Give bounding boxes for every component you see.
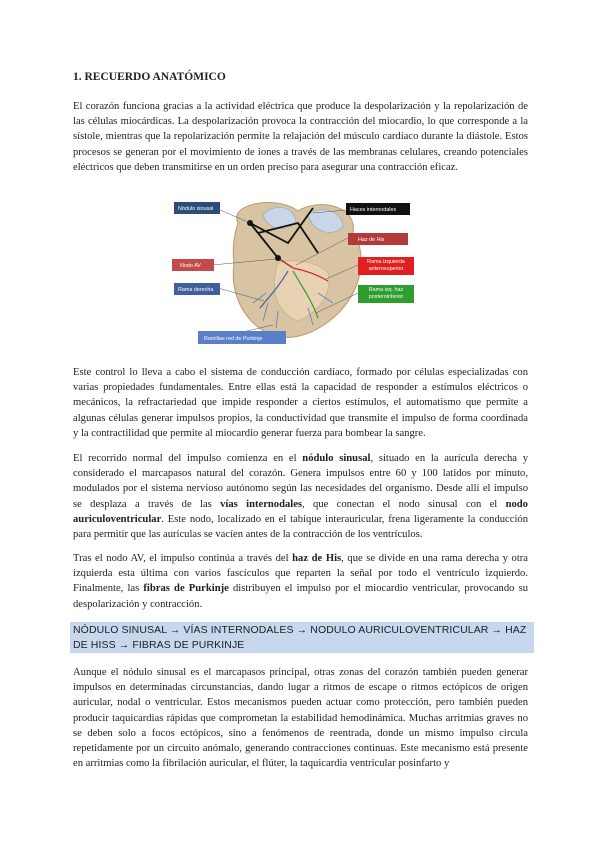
paragraph-impulse-path: El recorrido normal del impulso comienza en el nódulo sinusal, situado en la aurícula derecha y considerado el marcapasos natural del corazón. Genera impulsos entre 60 y 100 latidos por minuto, modulados por el sistema nervioso autónomo según las necesidades del organismo. Desde allí el impulso se desplaza a través de las vías internodales, que conectan el nodo sinusal con el nodo auriculoventricular. Este nodo, localizado en el tabique interauricular, frena ligeramente la conducción para permitir que las aurículas se vacíen antes de la contracción de los ventrículos.: [73, 453, 528, 541]
label-purkinje: Ramillas red de Purkinje: [204, 336, 263, 342]
term-av-node: nodo auriculoventricular: [73, 498, 528, 525]
paragraph-arrhythmias: Aunque el nódulo sinusal es el marcapasos principal, otras zonas del corazón también pueden generar impulsos en determinadas circunstancias, dando lugar a ritmos de escape o ritmos ectópicos de origen auricular, nodal o ventricular. Estos mecanismos pueden actuar como protección, pero también pueden producir taquicardias rápidas que comprometan la estabilidad hemodinámica. Muchas arritmias graves no se deben solo a focos ectópicos, sino a fenómenos de reentrada, donde un mismo impulso circula repetidamente por un circuito anómalo, generando contracciones continuas. Este mecanismo está presente en arritmias como la fibrilación auricular, el flúter, la taquicardia ventricular posinfarto y: [73, 667, 528, 770]
paragraph-conduction-system: Este control lo lleva a cabo el sistema de conducción cardíaco, formado por células especializadas con varias propiedades fundamentales. Entre ellas está la capacidad de responder a estímulos eléctricos o mecánicos, la refractariedad que impide responder a ciertos estímulos, el automatismo que permite a algunas células generar impulsos propios, la conductividad que transmite el impulso de forma coordinada y la contractilidad que permite al miocardio generar fuerza para bombear la sangre.: [73, 367, 528, 439]
section-heading: 1. RECUERDO ANATÓMICO: [73, 71, 226, 83]
label-left-branch: Rama izquierda anterosuperior: [367, 259, 405, 272]
heart-conduction-diagram: [168, 193, 430, 353]
paragraph-his-purkinje: Tras el nodo AV, el impulso continúa a través del haz de His, que se divide en una rama derecha y otra izquierda esta última con varios fascículos que reparten la señal por todo el ventrículo izquierdo. Finalmente, las fibras de Purkinje distribuyen el impulso por el miocardio ventricular, provocando su despolarización y contracción.: [73, 553, 529, 610]
conduction-sequence-highlight: NÓDULO SINUSAL → VÍAS INTERNODALES → NODULO AURICULOVENTRICULAR → HAZ DE HISS → FIBRAS DE PURKINJE: [70, 622, 534, 653]
label-sa-node: Nódulo sinusal: [178, 206, 214, 212]
label-av-node: Nodo AV: [180, 263, 201, 269]
label-left-post-branch: Rama izq. haz posteroinferior: [368, 287, 404, 300]
term-his: haz de His: [292, 553, 342, 564]
term-sinus-node: nódulo sinusal: [302, 453, 371, 464]
term-purkinje: fibras de Purkinje: [143, 583, 229, 595]
label-internodal: Haces internodales: [350, 207, 397, 213]
label-his: Haz de His: [358, 237, 385, 243]
term-internodal: vías internodales: [220, 498, 303, 510]
paragraph-intro: El corazón funciona gracias a la actividad eléctrica que produce la despolarización y la repolarización de las células miocárdicas. La despolarización provoca la contracción del miocardio, lo que corresponde a la sístole, mientras que la repolarización permite la relajación del músculo cardíaco durante la diástole. Estos procesos se generan por el movimiento de iones a través de las membranas celulares, creando potenciales eléctricos que deben transmitirse en un orden preciso para asegurar una contracción eficaz.: [73, 101, 528, 173]
label-right-branch: Rama derecha: [178, 287, 214, 293]
